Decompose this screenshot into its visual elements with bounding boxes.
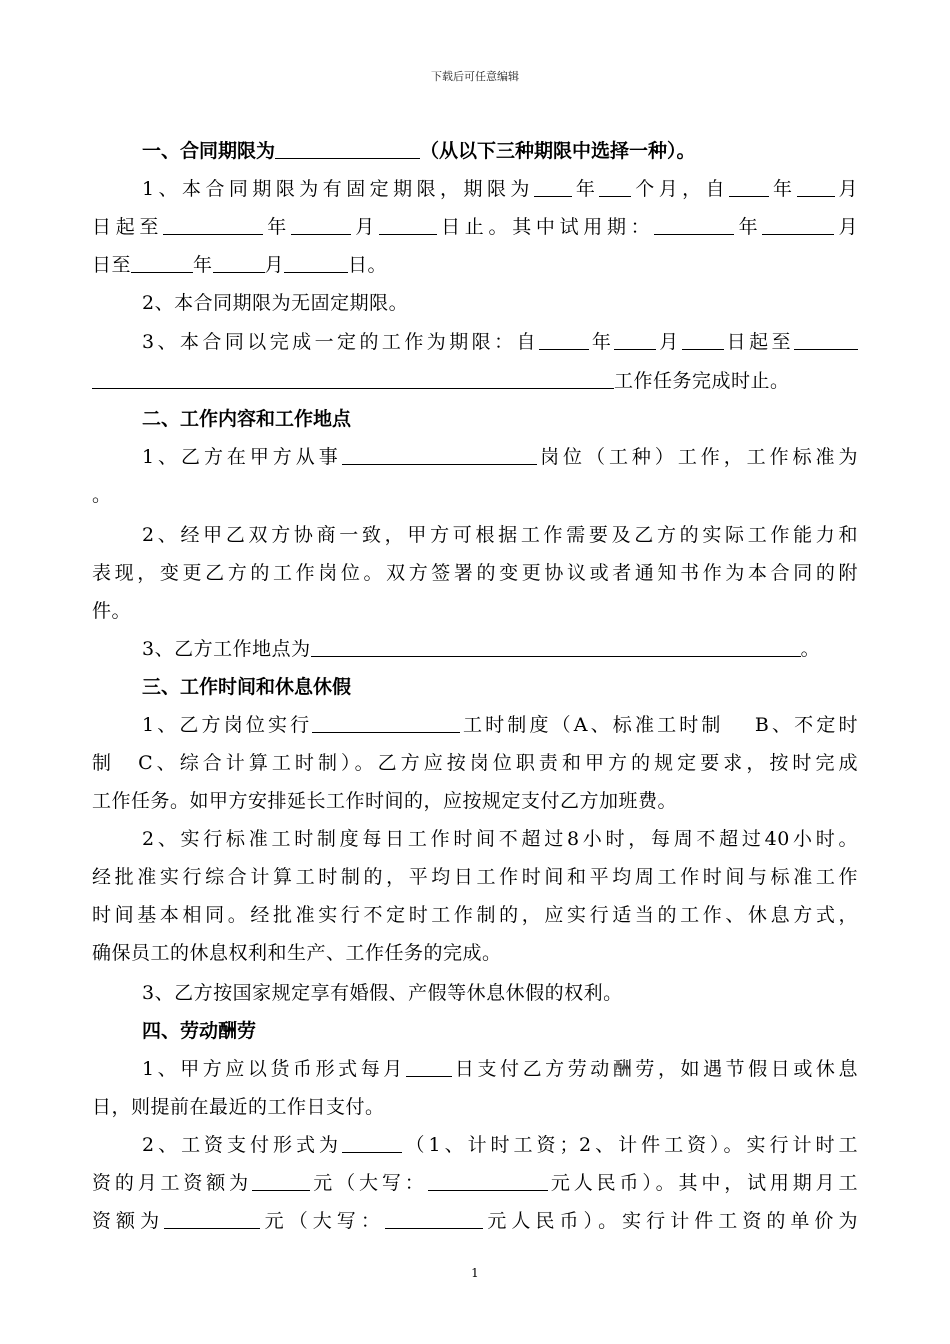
blank <box>762 212 834 235</box>
text: 月 <box>834 216 858 238</box>
text: 元（大写： <box>309 1172 428 1194</box>
text: 月 <box>351 216 379 238</box>
text: 3、本合同以完成一定的工作为期限：自 <box>142 331 539 353</box>
paragraph-line <box>142 438 858 476</box>
text: 1、本合同期限为有固定期限，期限为 <box>142 178 534 200</box>
text: 日起至 <box>92 216 164 238</box>
blank <box>534 174 572 197</box>
blank <box>275 136 420 159</box>
blank <box>729 174 769 197</box>
text: 个月，自 <box>631 178 730 200</box>
text: 月 <box>656 331 682 353</box>
paragraph-line: 件。 <box>92 600 132 622</box>
text: 日支付乙方劳动酬劳，如遇节假日或休息 <box>451 1058 858 1080</box>
text: 元人民币）。实行计件工资的单价为 <box>482 1210 858 1232</box>
text: 年 <box>263 216 291 238</box>
blank <box>131 250 193 273</box>
text: 元人民币）。其中，试用期月工 <box>547 1172 858 1194</box>
paragraph-line <box>142 1126 858 1164</box>
text: 日。 <box>348 254 388 276</box>
paragraph-line: 日，则提前在最近的工作日支付。 <box>92 1096 385 1118</box>
blank <box>164 1206 260 1229</box>
blank <box>682 327 724 350</box>
blank <box>539 327 589 350</box>
text: 1、甲方应以货币形式每月 <box>142 1058 406 1080</box>
text: 。 <box>800 638 821 660</box>
text: 1、乙方在甲方从事 <box>142 446 342 468</box>
text: 月 <box>264 254 285 276</box>
blank <box>311 634 801 657</box>
text: （1、计时工资；2、计件工资）。实行计时工 <box>402 1134 858 1156</box>
blank <box>342 1130 402 1153</box>
section-1-heading <box>142 132 696 170</box>
text: 年 <box>571 178 600 200</box>
section-3-heading: 三、工作时间和休息休假 <box>142 676 352 698</box>
text: 日止。其中试用期： <box>436 216 655 238</box>
paragraph-line <box>142 630 858 668</box>
blank <box>794 327 858 350</box>
text: 2、工资支付形式为 <box>142 1134 343 1156</box>
section-4-heading: 四、劳动酬劳 <box>142 1020 257 1042</box>
paragraph-line: 表现，变更乙方的工作岗位。双方签署的变更协议或者通知书作为本合同的附 <box>92 562 858 584</box>
text: 资的月工资额为 <box>92 1172 252 1194</box>
text: 1、乙方岗位实行 <box>142 714 313 736</box>
text: 岗位（工种）工作，工作标准为 <box>536 446 858 468</box>
text: 资额为 <box>92 1210 165 1232</box>
text: 日起至 <box>723 331 794 353</box>
text: 月 <box>834 178 858 200</box>
paragraph-line <box>142 1050 858 1088</box>
paragraph-line <box>92 1164 858 1202</box>
blank <box>406 1054 452 1077</box>
blank <box>213 250 265 273</box>
paragraph-line <box>92 246 858 284</box>
text: 日至 <box>92 254 132 276</box>
text: 年 <box>588 331 615 353</box>
blank <box>284 250 348 273</box>
text: 年 <box>193 254 213 276</box>
text: 年 <box>734 216 763 238</box>
blank <box>379 212 437 235</box>
blank <box>342 442 537 465</box>
blank <box>163 212 263 235</box>
blank <box>614 327 656 350</box>
text: 工作任务完成时止。 <box>614 370 790 392</box>
blank <box>252 1168 310 1191</box>
paragraph-line <box>92 362 858 400</box>
page-number: 1 <box>471 1266 479 1280</box>
heading-text: （从以下三种期限中选择一种）。 <box>420 140 696 162</box>
blank <box>291 212 351 235</box>
text: 元（大写： <box>260 1210 385 1232</box>
text: 年 <box>769 178 797 200</box>
blank <box>428 1168 548 1191</box>
blank <box>92 366 614 389</box>
paragraph-line: 2、经甲乙双方协商一致，甲方可根据工作需要及乙方的实际工作能力和 <box>142 524 858 546</box>
paragraph-line <box>142 323 858 361</box>
heading-text: 一、合同期限为 <box>142 140 276 162</box>
paragraph-line: 制 C、综合计算工时制）。乙方应按岗位职责和甲方的规定要求，按时完成 <box>92 752 858 774</box>
paragraph-line: 时间基本相同。经批准实行不定时工作制的，应实行适当的工作、休息方式， <box>92 904 858 926</box>
paragraph-line: 确保员工的休息权利和生产、工作任务的完成。 <box>92 942 502 964</box>
text: 工时制度（A、标准工时制 B、不定时 <box>460 714 858 736</box>
paragraph-line: 2、实行标准工时制度每日工作时间不超过8小时，每周不超过40小时。 <box>142 828 858 850</box>
paragraph-line: 3、乙方按国家规定享有婚假、产假等休息休假的权利。 <box>142 982 623 1004</box>
paragraph-line <box>92 1202 858 1240</box>
paragraph-line: 2、本合同期限为无固定期限。 <box>142 292 409 314</box>
section-2-heading: 二、工作内容和工作地点 <box>142 408 352 430</box>
blank <box>312 710 460 733</box>
paragraph-line <box>142 706 858 744</box>
blank <box>599 174 631 197</box>
paragraph-line: 。 <box>92 484 112 506</box>
paragraph-line: 工作任务。如甲方安排延长工作时间的，应按规定支付乙方加班费。 <box>92 790 678 812</box>
blank <box>797 174 835 197</box>
paragraph-line: 经批准实行综合计算工时制的，平均日工作时间和平均周工作时间与标准工作 <box>92 866 858 888</box>
header-note: 下载后可任意编辑 <box>431 70 519 83</box>
blank <box>654 212 734 235</box>
paragraph-line <box>92 208 858 246</box>
text: 3、乙方工作地点为 <box>142 638 311 660</box>
blank <box>385 1206 483 1229</box>
paragraph-line <box>142 170 858 208</box>
